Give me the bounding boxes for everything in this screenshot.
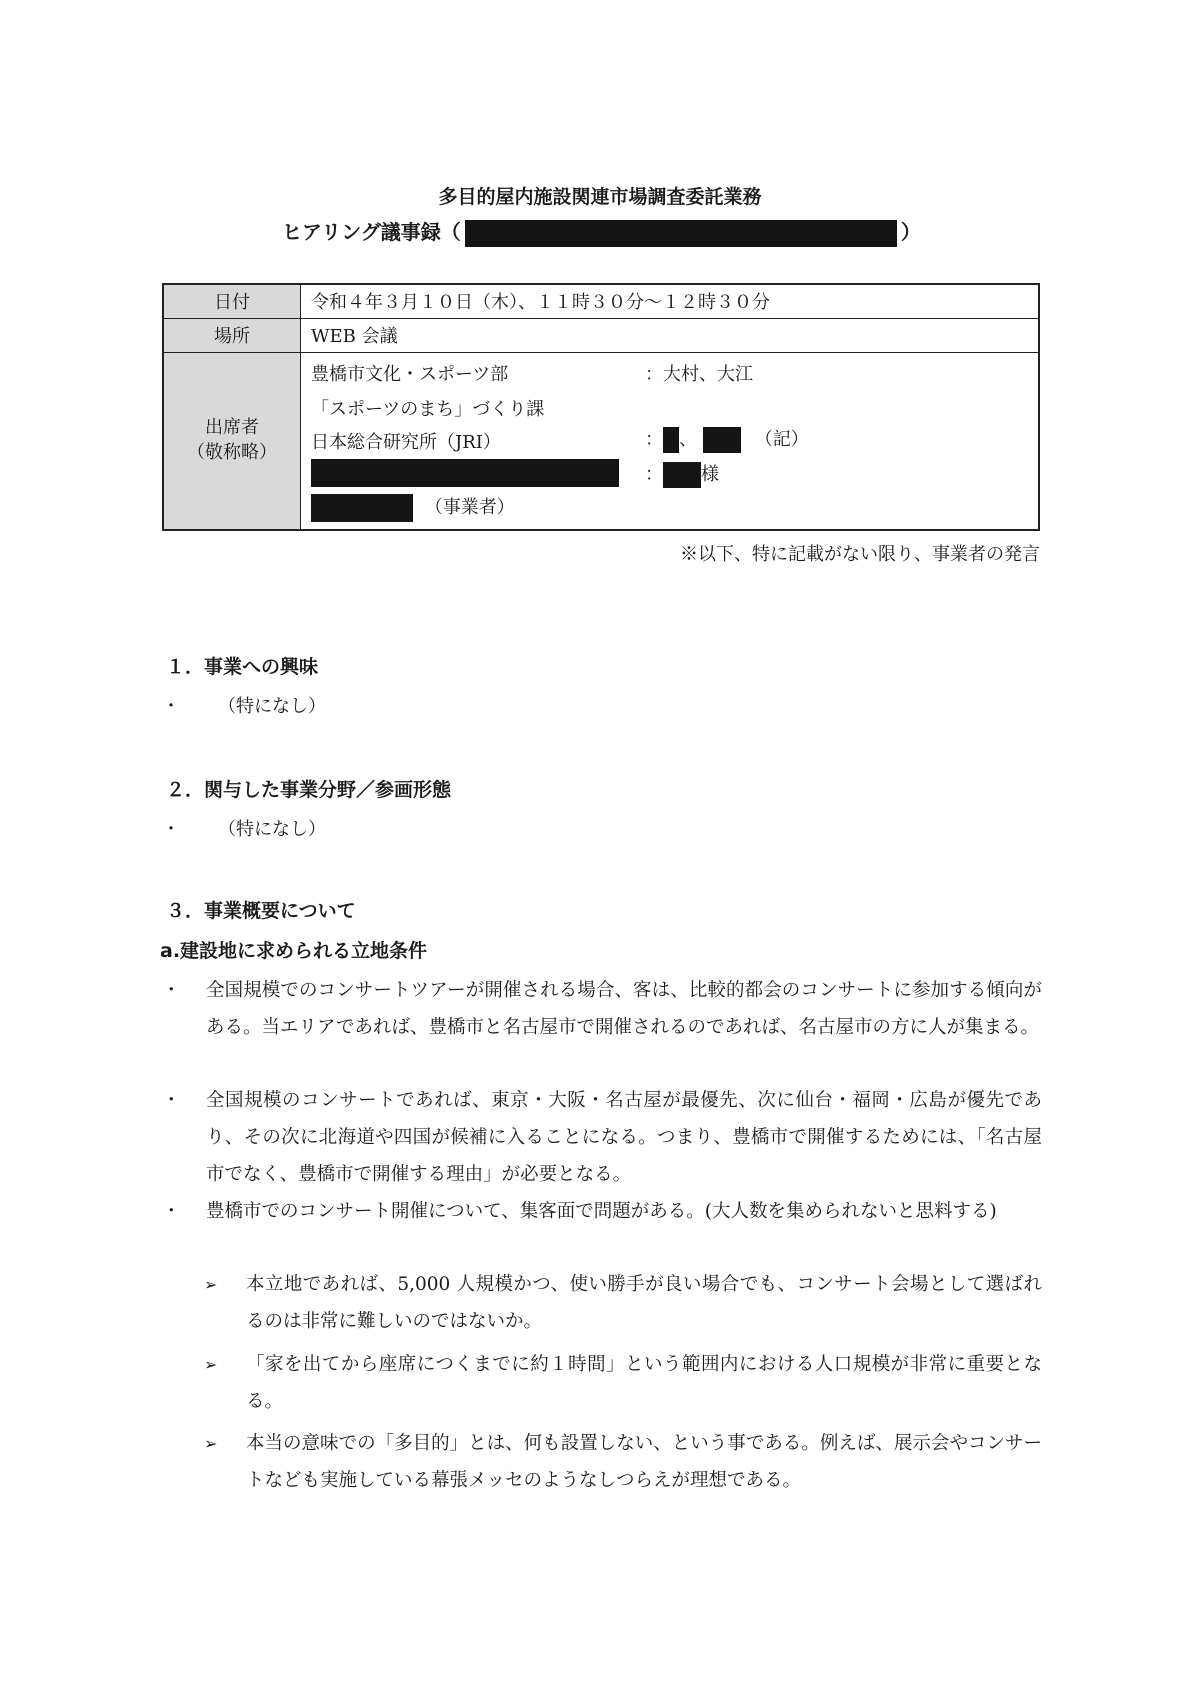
recorder-note: （記） <box>754 428 809 450</box>
arrow-icon: ➢ <box>204 1434 218 1453</box>
attendee-city-dept: 豊橋市文化・スポーツ部 <box>311 363 509 385</box>
section-2-item: ・ （特になし） <box>162 819 326 840</box>
attendee-city-section: 「スポーツのまち」づくり課 <box>311 398 545 420</box>
paragraph-2: ・ 全国規模のコンサートであれば、東京・大阪・名古屋が最優先、次に仙台・福岡・広島が優先であり、その次に北海道や四国が候補に入ることになる。つまり、豊橋市で開催するためには、「名古屋市でなく、豊橋市で開催する理由」が必要となる。 <box>162 1090 1042 1185</box>
meeting-info-table <box>162 283 1040 531</box>
section-3-heading: ３．事業概要について <box>166 900 356 922</box>
attendee-operator: （事業者） <box>311 493 515 522</box>
sub-item-1: ➢ 本立地であれば、5,000 人規模かつ、使い勝手が良い場合でも、コンサート会場として選ばれるのは非常に難しいのではないか。 <box>202 1266 1042 1340</box>
arrow-icon: ➢ <box>204 1275 218 1294</box>
arrow-icon: ➢ <box>204 1355 218 1374</box>
redaction-block <box>703 427 741 453</box>
paragraph-3: ・ 豊橋市でのコンサート開催について、集客面で問題がある。(大人数を集められないと思料する) <box>162 1201 997 1222</box>
place-label: 場所 <box>163 318 301 352</box>
subtitle-suffix: ） <box>900 220 921 244</box>
section-1-heading: １．事業への興味 <box>166 656 319 678</box>
date-label: 日付 <box>163 284 301 318</box>
document-title: 多目的屋内施設関連市場調査委託業務 <box>438 186 762 208</box>
date-value: 令和４年３月１０日（木）、１１時３０分～１２時３０分 <box>301 284 1040 318</box>
sub-item-3: ➢ 本当の意味での「多目的」とは、何も設置しない、という事である。例えば、展示会やコンサートなども実施している幕張メッセのようなしつらえが理想である。 <box>202 1425 1042 1499</box>
section-2-heading: ２．関与した事業分野／参画形態 <box>166 779 452 801</box>
redaction-block <box>663 427 679 453</box>
attendee-jri-org: 日本総合研究所（JRI） <box>311 431 501 453</box>
sub-item-2: ➢ 「家を出てから座席につくまでに約１時間」という範囲内における人口規模が非常に重要となる。 <box>202 1346 1042 1420</box>
section-1-item: ・ （特になし） <box>162 696 326 717</box>
attendees-label-cell <box>163 352 301 530</box>
redaction-block <box>311 494 413 522</box>
attendees-label: 出席者 <box>205 417 259 439</box>
place-value: WEB 会議 <box>301 318 1040 352</box>
attendee-city-names: ：大村、大江 <box>645 363 753 385</box>
attendees-value-cell <box>301 352 1040 530</box>
paragraph-1: ・ 全国規模でのコンサートツアーが開催される場合、客は、比較的都会のコンサートに参加する傾向がある。当エリアであれば、豊橋市と名古屋市で開催されるのであれば、名古屋市の方に人が集まる。 <box>162 980 1042 1038</box>
attendees-label-note: （敬称略） <box>187 441 277 463</box>
attendee-jri-names: ： 、 （記） <box>645 425 809 453</box>
subtitle-prefix: ヒアリング議事録（ <box>282 220 461 244</box>
date-row <box>163 284 1039 318</box>
company-redacted <box>311 459 619 487</box>
attendees-row <box>163 352 1039 530</box>
document-subtitle <box>282 216 921 247</box>
redaction-block <box>663 462 701 488</box>
redaction-block <box>465 220 897 247</box>
redaction-block <box>311 459 619 487</box>
speaker-note: ※以下、特に記載がない限り、事業者の発言 <box>680 544 1040 565</box>
attendee-company-names: ： 様 <box>645 460 719 488</box>
section-3a-heading: a.建設地に求められる立地条件 <box>160 940 428 962</box>
place-row <box>163 318 1039 352</box>
